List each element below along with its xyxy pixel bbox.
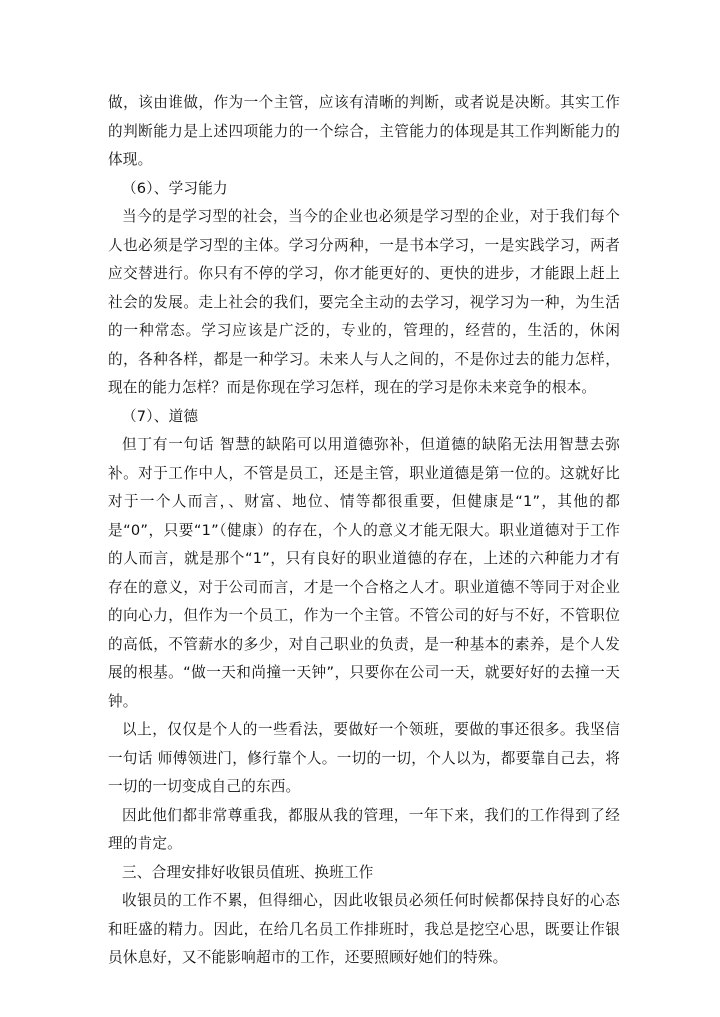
- heading-learning-ability: （6）、学习能力: [122, 179, 228, 197]
- paragraph-cashier-shifts: 收银员的工作不累，但得细心，因此收银员必须任何时候都保持良好的心态和旺盛的精力。因此，在给几名员工作排班时，我总是挖空心思，既要让作银员休息好，又不能影响超市的工作，还要照顾好她们的特殊。: [108, 892, 620, 966]
- heading-ethics: （7）、道德: [122, 407, 199, 425]
- heading-cashier-shifts: 三、合理安排好收银员值班、换班工作: [122, 863, 374, 881]
- paragraph-personal-view: 以上，仅仅是个人的一些看法，要做好一个领班，要做的事还很多。我坚信一句话 师傅领进门，修行靠个人。一切的一切，个人以为，都要靠自己去，将一切的一切变成自己的东西。: [108, 721, 620, 795]
- paragraph-learning-ability: 当今的是学习型的社会，当今的企业也必须是学习型的企业，对于我们每个人也必须是学习型的主体。学习分两种，一是书本学习，一是实践学习，两者应交替进行。你只有不停的学习，你才能更好的、更快的进步，才能跟上赶上社会的发展。走上社会的我们，要完全主动的去学习，视学习为一种，为生活的一种常态。学习应该是广泛的，专业的，管理的，经营的，生活的，休闲的，各种各样，都是一种学习。未来人与人之间的，不是你过去的能力怎样，现在的能力怎样？而是你现在学习怎样，现在的学习是你未来竞争的根本。: [108, 208, 620, 396]
- document-body: [108, 89, 620, 973]
- paragraph-manager-recognition: 因此他们都非常尊重我，都服从我的管理，一年下来，我们的工作得到了经理的肯定。: [108, 806, 620, 852]
- paragraph-judgment-summary: 做，该由谁做，作为一个主管，应该有清晰的判断，或者说是决断。其实工作的判断能力是上述四项能力的一个综合，主管能力的体现是其工作判断能力的体现。: [108, 94, 620, 168]
- paragraph-ethics: 但丁有一句话 智慧的缺陷可以用道德弥补，但道德的缺陷无法用智慧去弥补。对于工作中人，不管是员工，还是主管，职业道德是第一位的。这就好比对于一个人而言，、财富、地位、情等都很重要，但健康是“1”，其他的都是“0”，只要“1”（健康）的存在，个人的意义才能无限大。职业道德对于工作的人而言，就是那个“1”，只有良好的职业道德的存在，上述的六种能力才有存在的意义，对于公司而言，才是一个合格之人才。职业道德不等同于对企业的向心力，但作为一个员工，作为一个主管。不管公司的好与不好，不管职位的高低，不管薪水的多少，对自己职业的负责，是一种基本的素养，是个人发展的根基。“做一天和尚撞一天钟”，只要你在公司一天，就要好好的去撞一天钟。: [108, 436, 620, 710]
